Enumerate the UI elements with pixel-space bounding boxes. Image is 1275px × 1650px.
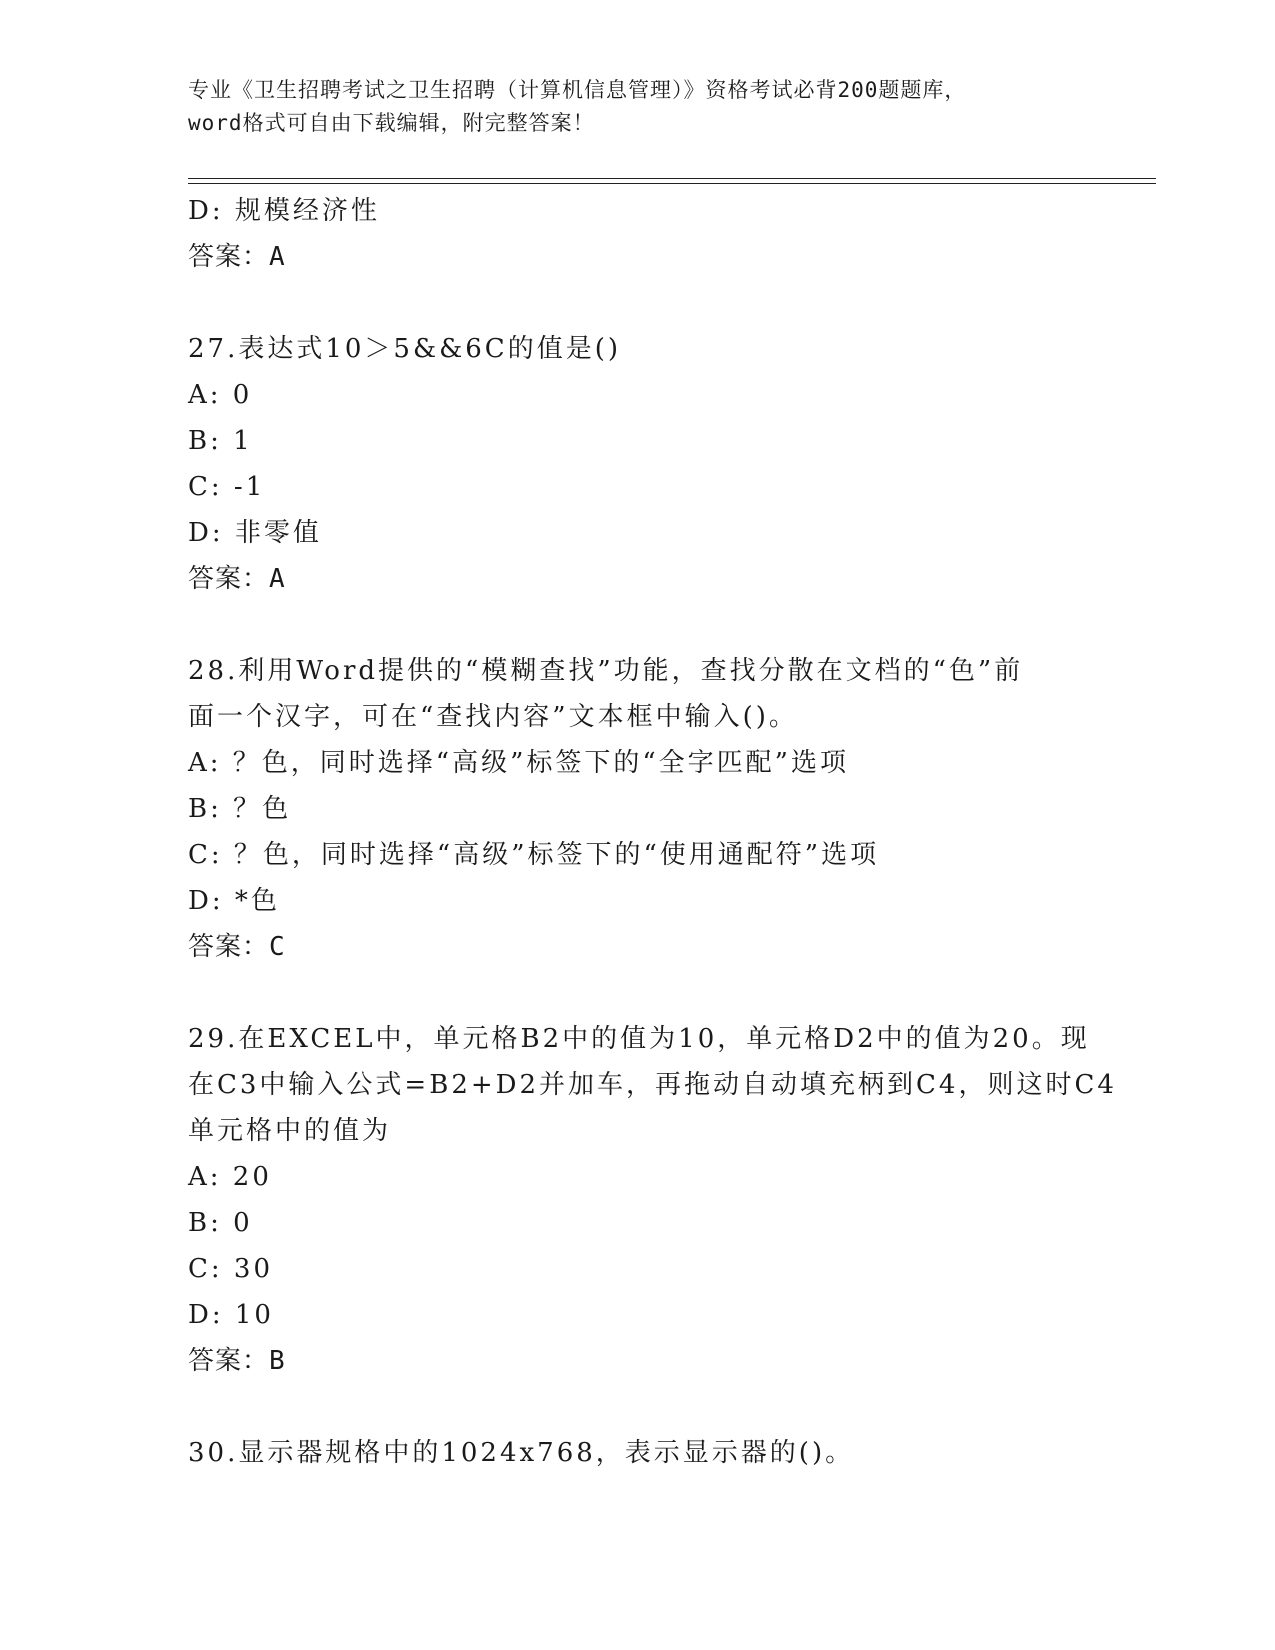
question-28-option-c: C: ？色，同时选择“高级”标签下的“使用通配符”选项 <box>188 840 880 870</box>
question-28-answer: 答案：C <box>188 932 286 962</box>
question-29-answer: 答案：B <box>188 1346 286 1376</box>
question-27-option-a: A: 0 <box>188 380 253 410</box>
question-29-option-a: A: 20 <box>188 1162 272 1192</box>
question-29-stem-line-1: 29.在EXCEL中，单元格B2中的值为10，单元格D2中的值为20。现 <box>188 1024 1090 1054</box>
question-27-stem: 27.表达式10＞5&&6C的值是() <box>188 334 621 364</box>
header-divider-top <box>188 178 1156 179</box>
question-27-option-c: C: -1 <box>188 472 266 502</box>
header-title-line-2: word格式可自由下载编辑，附完整答案！ <box>188 111 595 135</box>
question-list <box>188 188 1117 1476</box>
spacer <box>188 970 1088 1016</box>
question-29-option-d: D: 10 <box>188 1300 274 1330</box>
question-28-option-a: A: ？色，同时选择“高级”标签下的“全字匹配”选项 <box>188 748 849 778</box>
question-30-stem: 30.显示器规格中的1024x768，表示显示器的()。 <box>188 1438 855 1468</box>
question-27-option-b: B: 1 <box>188 426 253 456</box>
question-29-stem-line-3: 单元格中的值为 <box>188 1116 392 1146</box>
question-28-stem-line-1: 28.利用Word提供的“模糊查找”功能，查找分散在文档的“色”前 <box>188 656 1024 686</box>
spacer <box>188 602 1088 648</box>
spacer <box>188 1384 1088 1430</box>
question-29-option-c: C: 30 <box>188 1254 274 1284</box>
prev-answer: 答案：A <box>188 242 286 272</box>
document-header <box>188 74 1088 140</box>
spacer <box>188 280 1088 326</box>
question-27-answer: 答案：A <box>188 564 286 594</box>
prev-option-d: D: 规模经济性 <box>188 196 380 226</box>
header-title-line-1: 专业《卫生招聘考试之卫生招聘（计算机信息管理）》资格考试必背200题题库， <box>188 78 967 102</box>
question-28-option-b: B: ？色 <box>188 794 292 824</box>
question-29-stem-line-2: 在C3中输入公式=B2+D2并加车，再拖动自动填充柄到C4，则这时C4 <box>188 1070 1117 1100</box>
question-29-option-b: B: 0 <box>188 1208 253 1238</box>
question-28-stem-line-2: 面一个汉字，可在“查找内容”文本框中输入()。 <box>188 702 798 732</box>
question-27-option-d: D: 非零值 <box>188 518 322 548</box>
header-divider-bottom <box>188 183 1156 184</box>
question-28-option-d: D: *色 <box>188 886 280 916</box>
